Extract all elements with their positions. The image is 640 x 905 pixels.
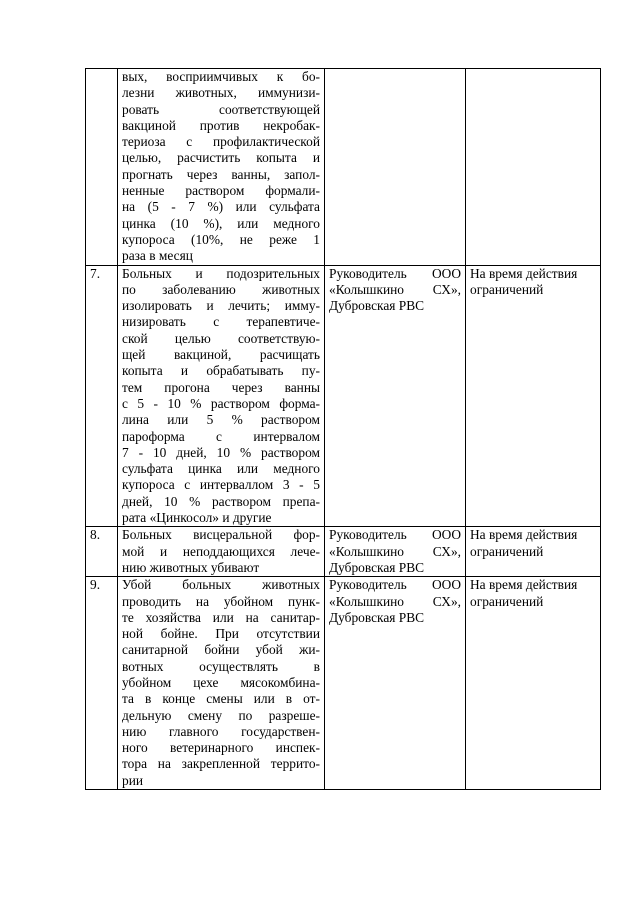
measure-text-line: убойном цехе мясокомбина- <box>122 674 320 690</box>
measure-text-line: купороса с интерваллом 3 - 5 <box>122 477 320 493</box>
term-text-line: На время действия <box>470 527 578 543</box>
measure-text-line: нию главного государствен- <box>122 723 320 739</box>
term-text <box>466 265 601 527</box>
measure-text-line: прогнать через ванны, запол- <box>122 166 320 182</box>
row-number <box>86 69 118 266</box>
measure-text-line: цинка (10 %), или медного <box>122 215 320 231</box>
measure-text-line: тем прогона через ванны <box>122 379 320 395</box>
measure-text-line: ной бойне. При отсутствии <box>122 626 320 642</box>
table-row <box>86 265 601 527</box>
measure-text-line: низировать с терапевтиче- <box>122 314 320 330</box>
measure-text <box>118 577 325 790</box>
term-text-line: ограничений <box>470 281 544 297</box>
row-number: 9. <box>86 577 118 790</box>
responsible-text <box>325 577 466 790</box>
responsible-text <box>325 527 466 577</box>
measure-text-line: вых, восприимчивых к бо- <box>122 69 320 84</box>
measure-text-line: ровать соответствующей <box>122 101 320 117</box>
measure-text-line: нию животных убивают <box>122 559 260 575</box>
measure-text-line: сульфата цинка или медного <box>122 461 320 477</box>
measure-text-line: териоза с профилактической <box>122 134 320 150</box>
measure-text <box>118 265 325 527</box>
measure-text-line: 7 - 10 дней, 10 % раствором <box>122 444 320 460</box>
responsible-text-line: Дубровская РВС <box>329 609 425 625</box>
measure-text-line: лезни животных, иммунизи- <box>122 85 320 101</box>
measures-table-body <box>86 69 601 790</box>
measure-text-line: дней, 10 % раствором препа- <box>122 493 320 509</box>
measure-text-line: те хозяйства или на санитар- <box>122 609 320 625</box>
responsible-text-line: «Колышкино СХ», <box>329 543 461 559</box>
row-number: 7. <box>86 265 118 527</box>
term-text-line: На время действия <box>470 265 578 281</box>
measure-text-line: вотных осуществлять в <box>122 658 320 674</box>
measure-text-line: тора на закрепленной террито- <box>122 756 320 772</box>
measure-text-line: рии <box>122 772 144 788</box>
measure-text-line: пароформа с интервалом <box>122 428 320 444</box>
term-text <box>466 577 601 790</box>
measure-text-line: Больных висцеральной фор- <box>122 527 320 543</box>
measure-text-line: на (5 - 7 %) или сульфата <box>122 199 320 215</box>
measure-text-line: та в конце смены или в от- <box>122 691 320 707</box>
measure-text-line: щей вакциной, расчищать <box>122 347 320 363</box>
measure-text <box>118 527 325 577</box>
table-row <box>86 527 601 577</box>
measure-text-line: изолировать и лечить; имму- <box>122 298 320 314</box>
measure-text-line: по заболеванию животных <box>122 281 320 297</box>
responsible-text-line: Руководитель ООО <box>329 527 461 543</box>
measure-text-line: вакциной против некробак- <box>122 117 320 133</box>
measure-text-line: с 5 - 10 % раствором форма- <box>122 395 320 411</box>
term-text-line: ограничений <box>470 543 544 559</box>
measure-text-line: мой и неподдающихся лече- <box>122 543 320 559</box>
responsible-text-line: Руководитель ООО <box>329 577 461 593</box>
measure-text-line: рата «Цинкосол» и другие <box>122 510 272 526</box>
table-row <box>86 577 601 790</box>
term-text <box>466 69 601 266</box>
measure-text-line: проводить на убойном пунк- <box>122 593 320 609</box>
responsible-text <box>325 69 466 266</box>
term-text-line: ограничений <box>470 593 544 609</box>
term-text-line: На время действия <box>470 577 578 593</box>
term-text <box>466 527 601 577</box>
document-page <box>85 68 600 790</box>
row-number: 8. <box>86 527 118 577</box>
responsible-text <box>325 265 466 527</box>
responsible-text-line: Руководитель ООО <box>329 265 461 281</box>
measure-text-line: целью, расчистить копыта и <box>122 150 320 166</box>
table-row <box>86 69 601 266</box>
measure-text-line: санитарной бойни убой жи- <box>122 642 320 658</box>
measure-text-line: раза в месяц <box>122 248 193 264</box>
measure-text-line: ской целью соответствую- <box>122 330 320 346</box>
measure-text-line: ного ветеринарного инспек- <box>122 740 320 756</box>
responsible-text-line: Дубровская РВС <box>329 559 425 575</box>
measure-text <box>118 69 325 266</box>
measure-text-line: Убой больных животных <box>122 577 320 593</box>
responsible-text-line: «Колышкино СХ», <box>329 593 461 609</box>
measure-text-line: купороса (10%, не реже 1 <box>122 231 320 247</box>
measures-table <box>85 68 601 790</box>
measure-text-line: дельную смену по разреше- <box>122 707 320 723</box>
measure-text-line: ненные раствором формали- <box>122 183 320 199</box>
measure-text-line: Больных и подозрительных <box>122 265 320 281</box>
measure-text-line: лина или 5 % раствором <box>122 412 320 428</box>
responsible-text-line: «Колышкино СХ», <box>329 281 461 297</box>
measure-text-line: копыта и обрабатывать пу- <box>122 363 320 379</box>
responsible-text-line: Дубровская РВС <box>329 298 425 314</box>
